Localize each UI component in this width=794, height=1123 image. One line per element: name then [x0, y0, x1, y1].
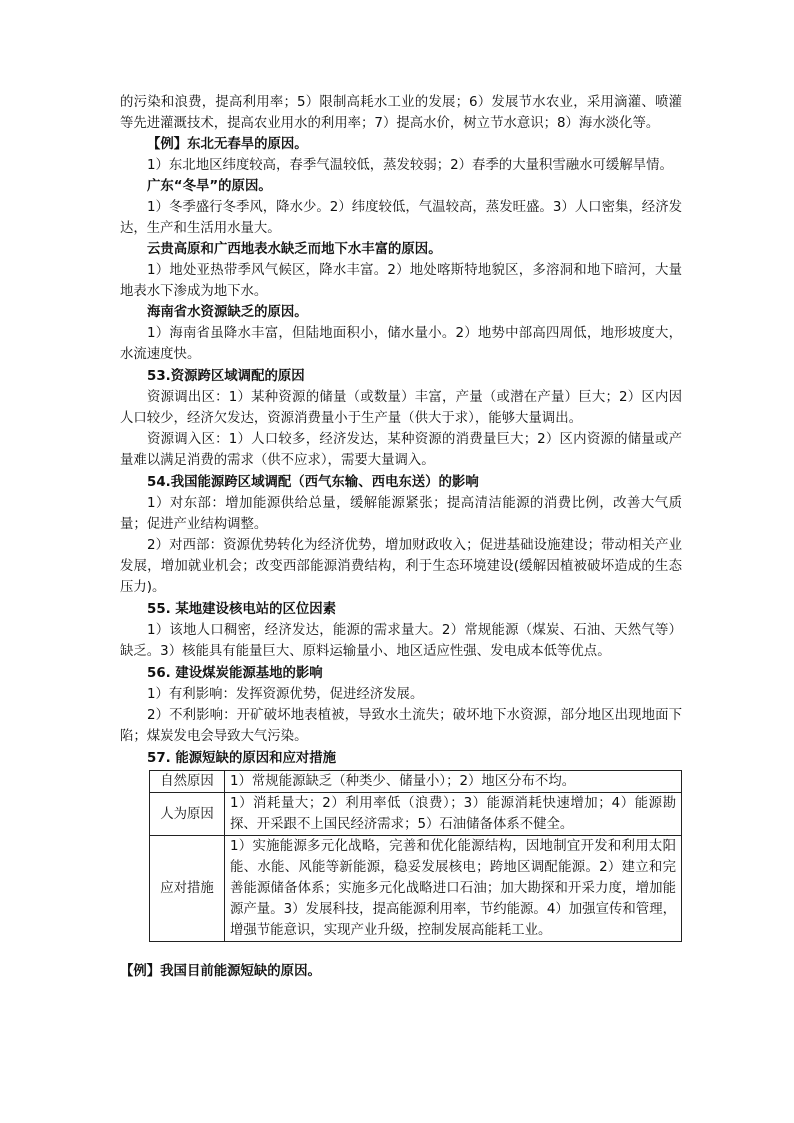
section-heading-56: 56. 建设煤炭能源基地的影响: [147, 666, 323, 681]
paragraph-water-measures: 的污染和浪费，提高利用率；5）限制高耗水工业的发展；6）发展节水农业，采用滴灌、喷灌等先进灌溉技术，提高农业用水的利用率；7）提高水价，树立节水意识；8）海水淡化等。: [120, 95, 682, 131]
example-title: 【例】我国目前能源短缺的原因。: [120, 964, 321, 979]
section-53-export-region: 资源调出区：1）某种资源的储量（或数量）丰富，产量（或潜在产量）巨大；2）区内因人口较少，经济欠发达，资源消费量小于生产量（供大于求），能够大量调出。: [120, 390, 682, 426]
table-row-content: 1）实施能源多元化战略，完善和优化能源结构，因地制宜开发和利用太阳能、水能、风能等新能源，稳妥发展核电；跨地区调配能源。2）建立和完善能源储备体系；实施多元化战略进口石油；加大勘探和开采力度，增加能源产量。3）发展科技，提高能源利用率，节约能源。4）加强宣传和管理，增强节能意识，实现产业升级，控制发展高能耗工业。: [225, 836, 682, 942]
example-answer: 1）海南省虽降水丰富，但陆地面积小，储水量小。2）地势中部高四周低，地形坡度大，水流速度快。: [120, 326, 682, 362]
example-answer: 1）冬季盛行冬季风，降水少。2）纬度较低，气温较高，蒸发旺盛。3）人口密集，经济发达，生产和生活用水量大。: [120, 200, 682, 236]
table-row: [150, 771, 682, 793]
section-56-negative: 2）不利影响：开矿破坏地表植被，导致水土流失；破坏地下水资源，部分地区出现地面下陷；煤炭发电会导致大气污染。: [120, 708, 682, 744]
section-53-import-region: 资源调入区：1）人口较多，经济发达，某种资源的消费量巨大；2）区内资源的储量或产量难以满足消费的需求（供不应求），需要大量调入。: [120, 432, 682, 468]
document-page: [120, 92, 682, 982]
section-heading-57: 57. 能源短缺的原因和应对措施: [147, 751, 337, 766]
example-title: 广东“冬旱”的原因。: [147, 179, 272, 194]
section-heading-53: 53.资源跨区域调配的原因: [147, 369, 305, 384]
example-answer: 1）地处亚热带季风气候区，降水丰富。2）地处喀斯特地貌区，多溶洞和地下暗河，大量地表水下渗成为地下水。: [120, 263, 682, 299]
section-54-east: 1）对东部：增加能源供给总量，缓解能源紧张；提高清洁能源的消费比例，改善大气质量；促进产业结构调整。: [120, 496, 682, 532]
table-row-label: 应对措施: [150, 836, 225, 942]
section-56-positive: 1）有利影响：发挥资源优势，促进经济发展。: [147, 687, 424, 702]
example-answer: 1）东北地区纬度较高，春季气温较低，蒸发较弱；2）春季的大量积雪融水可缓解旱情。: [147, 158, 673, 173]
table-row-content: 1）常规能源缺乏（种类少、储量小）；2）地区分布不均。: [225, 771, 682, 793]
example-title: 云贵高原和广西地表水缺乏而地下水丰富的原因。: [147, 242, 442, 257]
table-row-content: 1）消耗量大；2）利用率低（浪费）；3）能源消耗快速增加；4）能源勘探、开采跟不上国民经济需求；5）石油储备体系不健全。: [225, 793, 682, 836]
section-heading-55: 55. 某地建设核电站的区位因素: [147, 602, 337, 617]
table-row: [150, 793, 682, 836]
section-heading-54: 54.我国能源跨区域调配（西气东输、西电东送）的影响: [147, 475, 479, 490]
table-row: [150, 836, 682, 942]
section-55-content: 1）该地人口稠密，经济发达，能源的需求量大。2）常规能源（煤炭、石油、天然气等）缺乏。3）核能具有能量巨大、原料运输量小、地区适应性强、发电成本低等优点。: [120, 623, 682, 659]
example-title: 【例】东北无春旱的原因。: [147, 137, 308, 152]
example-title: 海南省水资源缺乏的原因。: [147, 305, 308, 320]
table-row-label: 自然原因: [150, 771, 225, 793]
section-54-west: 2）对西部：资源优势转化为经济优势，增加财政收入；促进基础设施建设；带动相关产业发展，增加就业机会；改变西部能源消费结构，利于生态环境建设(缓解因植被破坏造成的生态压力)。: [120, 538, 682, 595]
table-row-label: 人为原因: [150, 793, 225, 836]
energy-shortage-table: [149, 770, 682, 942]
